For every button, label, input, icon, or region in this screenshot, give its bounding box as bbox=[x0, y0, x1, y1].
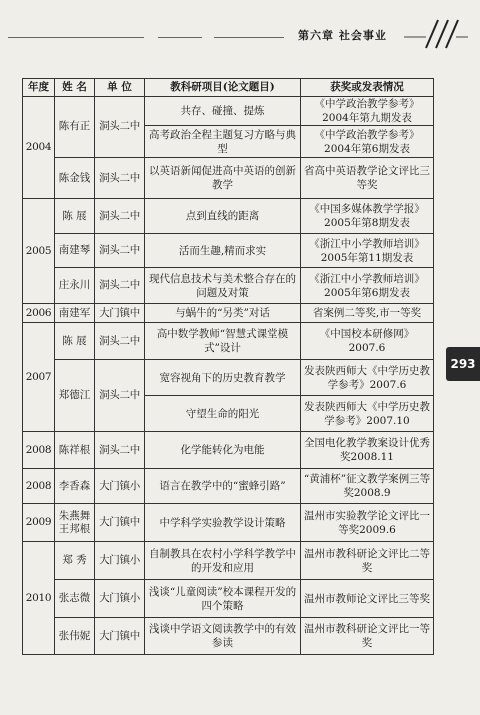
project-cell: 高中数学教师“智慧式课堂模式”设计 bbox=[145, 323, 301, 360]
year-cell: 2005 bbox=[23, 199, 55, 304]
header-unit: 单 位 bbox=[95, 79, 145, 97]
award-cell: 发表陕西师大《中学历史教学参考》2007.10 bbox=[301, 396, 434, 432]
table-row bbox=[23, 504, 434, 542]
year-cell: 2006 bbox=[23, 304, 55, 323]
header-name: 姓 名 bbox=[55, 79, 95, 97]
project-cell: 宽容视角下的历史教育教学 bbox=[145, 360, 301, 396]
year-cell: 2004 bbox=[23, 97, 55, 199]
table-row bbox=[23, 323, 434, 360]
project-cell: 守望生命的阳光 bbox=[145, 396, 301, 432]
table-row bbox=[23, 158, 434, 199]
unit-cell: 大门镇小 bbox=[95, 469, 145, 504]
header-rule-segment bbox=[214, 37, 284, 38]
project-cell: 语言在教学中的“蜜蜂引路” bbox=[145, 469, 301, 504]
name-cell: 南建军 bbox=[55, 304, 95, 323]
award-cell: 《中国校本研修网》2007.6 bbox=[301, 323, 434, 360]
project-cell: 自制教具在农村小学科学教学中的开发和应用 bbox=[145, 542, 301, 580]
award-cell: 省案例二等奖,市一等奖 bbox=[301, 304, 434, 323]
project-cell: 共存、碰撞、提炼 bbox=[145, 97, 301, 126]
unit-cell: 洞头二中 bbox=[95, 158, 145, 199]
award-cell: 《中学政治教学参考》2004年第6期发表 bbox=[301, 126, 434, 158]
award-cell: 《中国多媒体教学学报》2005年第8期发表 bbox=[301, 199, 434, 234]
unit-cell: 洞头二中 bbox=[95, 199, 145, 234]
year-cell: 2007 bbox=[23, 323, 55, 432]
unit-cell: 洞头二中 bbox=[95, 432, 145, 469]
header-rule-segment bbox=[158, 37, 202, 38]
unit-cell: 大门镇中 bbox=[95, 618, 145, 655]
table-row bbox=[23, 234, 434, 268]
unit-cell: 洞头二中 bbox=[95, 234, 145, 268]
header-project: 教科研项目(论文题目) bbox=[145, 79, 301, 97]
unit-cell: 洞头二中 bbox=[95, 268, 145, 304]
name-cell: 郑德江 bbox=[55, 360, 95, 432]
year-cell: 2008 bbox=[23, 432, 55, 469]
award-cell: 温州市教科研论文评比二等奖 bbox=[301, 542, 434, 580]
name-cell: 朱燕舞 王邦根 bbox=[55, 504, 95, 542]
unit-cell: 大门镇中 bbox=[95, 304, 145, 323]
award-cell: 全国电化教学教案设计优秀奖2008.11 bbox=[301, 432, 434, 469]
unit-cell: 洞头二中 bbox=[95, 323, 145, 360]
table-row bbox=[23, 97, 434, 126]
header-rule-segment bbox=[8, 37, 144, 38]
page-header bbox=[0, 0, 480, 58]
year-cell: 2010 bbox=[23, 542, 55, 655]
project-cell: 中学科学实验教学设计策略 bbox=[145, 504, 301, 542]
table-row bbox=[23, 580, 434, 618]
table-row bbox=[23, 618, 434, 655]
unit-cell: 大门镇中 bbox=[95, 504, 145, 542]
year-cell: 2008 bbox=[23, 469, 55, 504]
table-row bbox=[23, 304, 434, 323]
award-cell: 《浙江中小学教师培训》2005年第11期发表 bbox=[301, 234, 434, 268]
project-cell: 以英语新闻促进高中英语的创新教学 bbox=[145, 158, 301, 199]
award-cell: 《浙江中小学教师培训》2005年第6期发表 bbox=[301, 268, 434, 304]
table-row bbox=[23, 432, 434, 469]
name-cell: 郑 秀 bbox=[55, 542, 95, 580]
research-records-table bbox=[22, 78, 434, 655]
chapter-title: 第六章 社会事业 bbox=[298, 29, 387, 42]
unit-cell: 大门镇小 bbox=[95, 580, 145, 618]
project-cell: 现代信息技术与美术整合存在的问题及对策 bbox=[145, 268, 301, 304]
unit-cell: 洞头二中 bbox=[95, 97, 145, 158]
name-cell: 张志微 bbox=[55, 580, 95, 618]
table-row bbox=[23, 542, 434, 580]
name-cell: 南建琴 bbox=[55, 234, 95, 268]
unit-cell: 洞头二中 bbox=[95, 360, 145, 432]
name-cell: 陈 展 bbox=[55, 323, 95, 360]
award-cell: 发表陕西师大《中学历史教学参考》2007.6 bbox=[301, 360, 434, 396]
award-cell: 温州市教科研论文评比一等奖 bbox=[301, 618, 434, 655]
project-cell: 浅谈中学语文阅读教学中的有效参读 bbox=[145, 618, 301, 655]
table-row bbox=[23, 268, 434, 304]
award-cell: 温州市实验教学论文评比一等奖2009.6 bbox=[301, 504, 434, 542]
name-cell: 张伟妮 bbox=[55, 618, 95, 655]
name-cell: 陈 展 bbox=[55, 199, 95, 234]
table-row bbox=[23, 469, 434, 504]
year-cell: 2009 bbox=[23, 504, 55, 542]
project-cell: 与蜗牛的“另类”对话 bbox=[145, 304, 301, 323]
slash-decoration-icon bbox=[404, 19, 468, 49]
project-cell: 活而生趣,精而求实 bbox=[145, 234, 301, 268]
unit-cell: 大门镇小 bbox=[95, 542, 145, 580]
page-number-tab bbox=[446, 347, 480, 381]
project-cell: 化学能转化为电能 bbox=[145, 432, 301, 469]
name-cell: 庄永川 bbox=[55, 268, 95, 304]
project-cell: 点到直线的距离 bbox=[145, 199, 301, 234]
page-number: 293 bbox=[450, 357, 476, 371]
header-award: 获奖或发表情况 bbox=[301, 79, 434, 97]
name-cell: 李香森 bbox=[55, 469, 95, 504]
header-year: 年度 bbox=[23, 79, 55, 97]
name-cell: 陈金钱 bbox=[55, 158, 95, 199]
project-cell: 浅谈“儿童阅读”校本课程开发的四个策略 bbox=[145, 580, 301, 618]
award-cell: 省高中英语教学论文评比三等奖 bbox=[301, 158, 434, 199]
award-cell: “黄浦杯”征文教学案例三等奖2008.9 bbox=[301, 469, 434, 504]
table-row bbox=[23, 199, 434, 234]
project-cell: 高考政治全程主题复习方略与典型 bbox=[145, 126, 301, 158]
table-row bbox=[23, 360, 434, 396]
name-cell: 陈有正 bbox=[55, 97, 95, 158]
award-cell: 《中学政治教学参考》2004年第九期发表 bbox=[301, 97, 434, 126]
table-header-row bbox=[23, 79, 434, 97]
award-cell: 温州市教师论文评比三等奖 bbox=[301, 580, 434, 618]
name-cell: 陈祥根 bbox=[55, 432, 95, 469]
